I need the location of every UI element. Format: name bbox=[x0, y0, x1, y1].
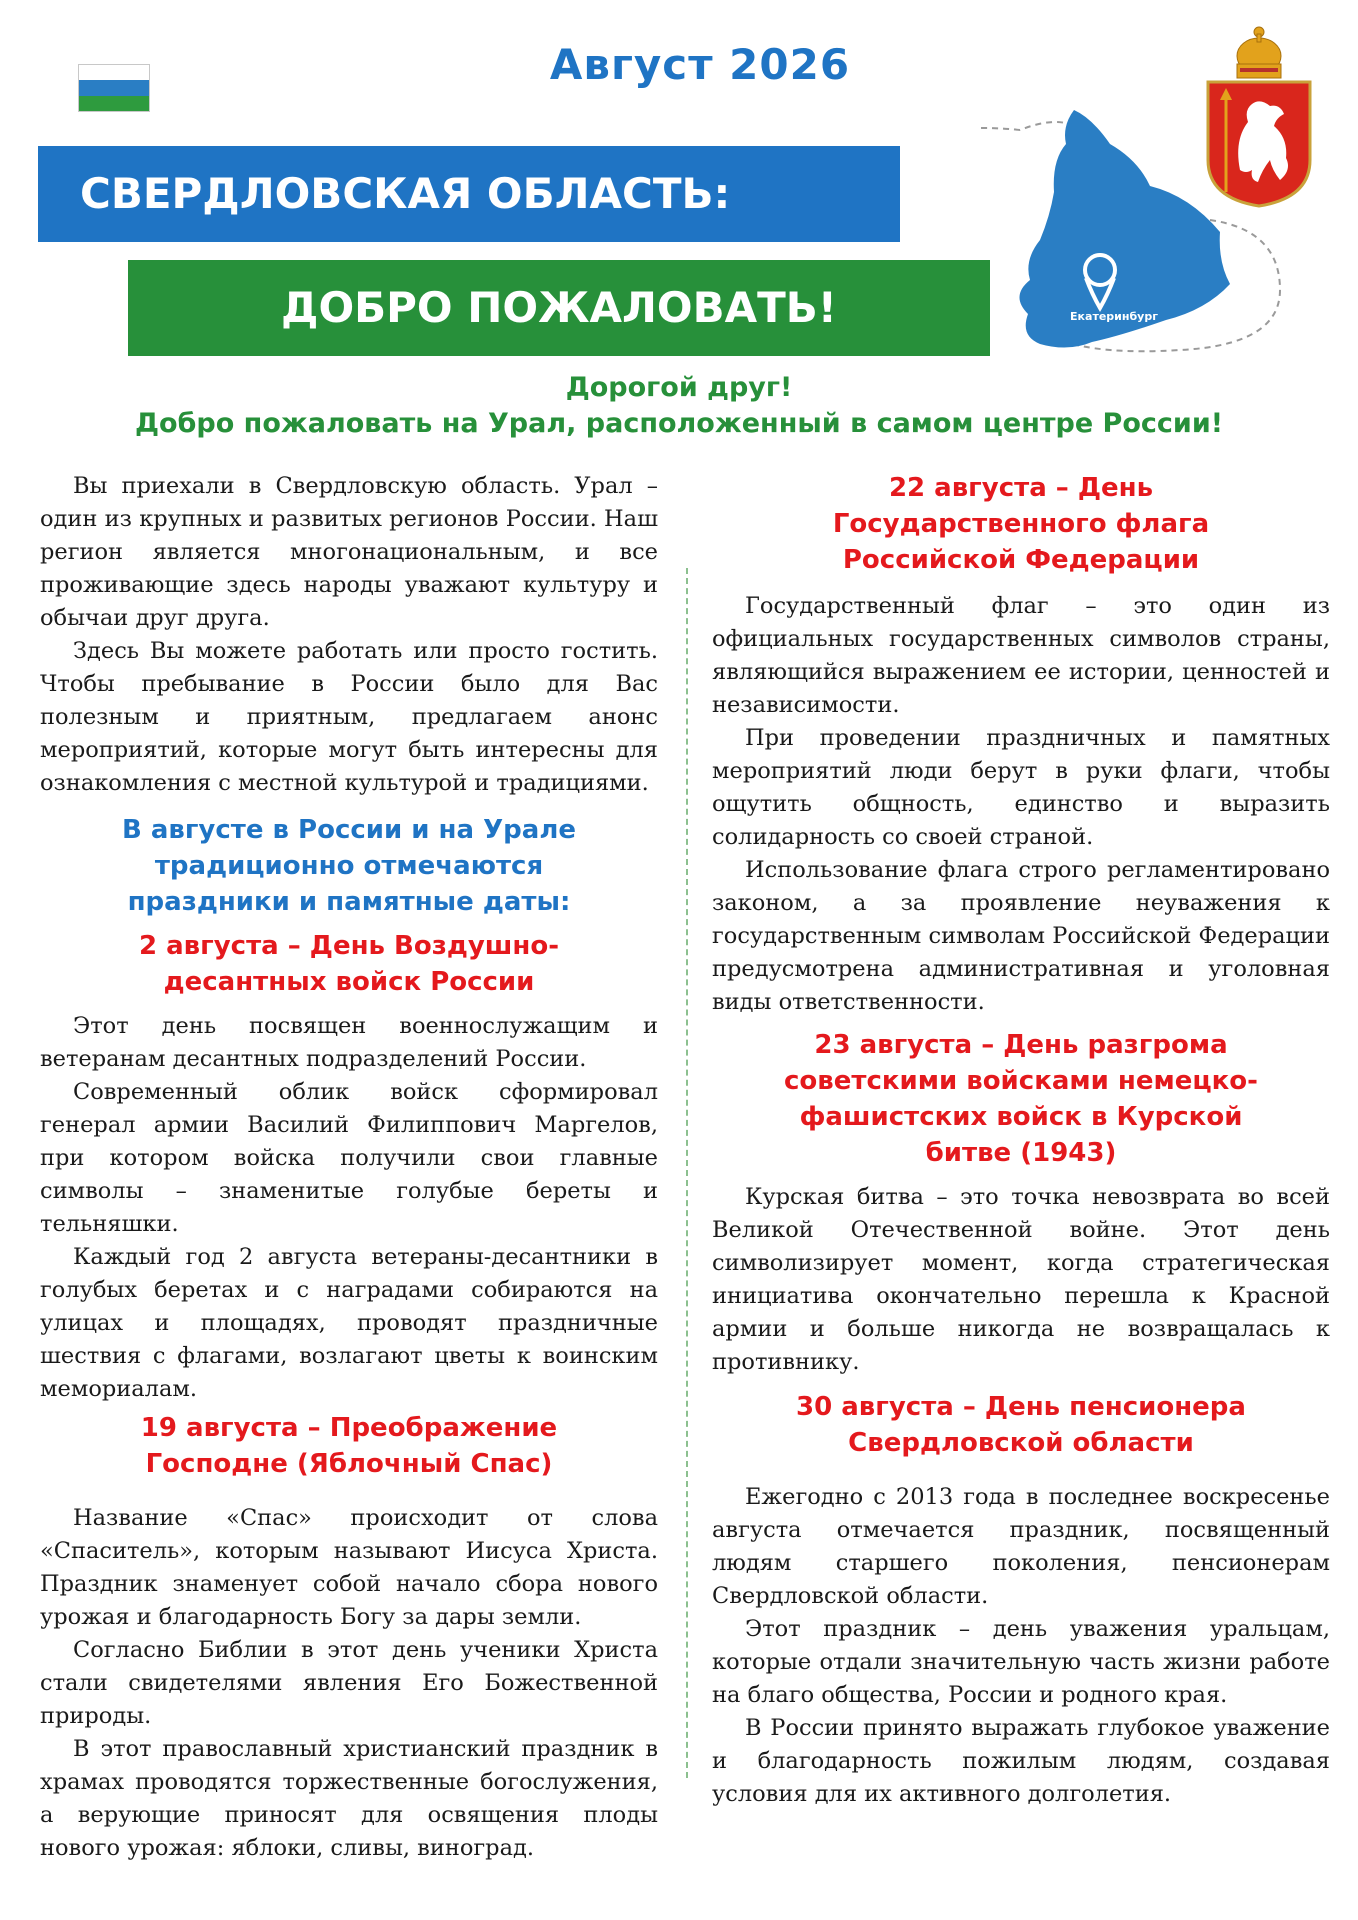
event-title-kursk-battle: 23 августа – День разгрома советскими войсками немецко-фашистских войск в Курской битве (1943) bbox=[784, 1030, 1258, 1168]
left-column bbox=[40, 470, 658, 1865]
pensioner-paragraph-3: В России принято выражать глубокое уважение и благодарность пожилым людям, создавая условия для их активного долголетия. bbox=[712, 1715, 1330, 1807]
right-column bbox=[712, 470, 1330, 1811]
region-banner: СВЕРДЛОВСКАЯ ОБЛАСТЬ: bbox=[38, 146, 900, 242]
welcome-banner: ДОБРО ПОЖАЛОВАТЬ! bbox=[128, 260, 990, 356]
event-title-transfiguration: 19 августа – Преображение Господне (Яблочный Спас) bbox=[140, 1413, 558, 1479]
event-title-airborne-day: 2 августа – День Воздушно-десантных войск России bbox=[138, 931, 559, 997]
map-city-label: Екатеринбург bbox=[1070, 310, 1158, 323]
flag-day-paragraph-3: Использование флага строго регламентировано законом, а за проявление неуважения к государственным символам Российской Федерации предусмотрена административная и уголовная виды ответственности. bbox=[712, 857, 1330, 1015]
airborne-paragraph-1: Этот день посвящен военнослужащим и ветеранам десантных подразделений России. bbox=[40, 1013, 658, 1072]
month-title: Август 2026 bbox=[549, 40, 851, 89]
holidays-heading: В августе в России и на Урале традиционно отмечаются праздники и памятные даты: bbox=[121, 815, 576, 917]
pensioner-paragraph-2: Этот праздник – день уважения уральцам, которые отдали значительную часть жизни работе на благо общества, России и родного края. bbox=[712, 1616, 1330, 1708]
intro-paragraph-2: Здесь Вы можете работать или просто гостить. Чтобы пребывание в России было для Вас полезным и приятным, предлагаем анонс мероприятий, которые могут быть интересны для ознакомления с местной культурой и традициями. bbox=[40, 638, 658, 796]
airborne-paragraph-2: Современный облик войск сформировал генерал армии Василий Филиппович Маргелов, при котором войска получили свои главные символы – знаменитые голубые береты и тельняшки. bbox=[40, 1079, 658, 1237]
transfiguration-paragraph-3: В этот православный христианский праздник в храмах проводятся торжественные богослужения, а верующие приносят для освящения плоды нового урожая: яблоки, сливы, виноград. bbox=[40, 1736, 658, 1861]
intro-paragraph-1: Вы приехали в Свердловскую область. Урал – один из крупных и развитых регионов России. Наш регион является многонациональным, и все проживающие здесь народы уважают культуру и обычаи друг друга. bbox=[40, 473, 658, 631]
event-title-flag-day: 22 августа – День Государственного флага Российской Федерации bbox=[832, 473, 1210, 575]
greeting-line-2: Добро пожаловать на Урал, расположенный в самом центре России! bbox=[134, 408, 1224, 439]
flag-day-paragraph-2: При проведении праздничных и памятных мероприятий люди берут в руки флаги, чтобы ощутить общность, единство и выразить солидарность со своей страной. bbox=[712, 725, 1330, 850]
greeting bbox=[40, 370, 1318, 442]
greeting-line-1: Дорогой друг! bbox=[565, 372, 793, 403]
event-title-pensioner-day: 30 августа – День пенсионера Свердловской области bbox=[796, 1392, 1246, 1458]
kursk-paragraph-1: Курская битва – это точка невозврата во всей Великой Отечественной войне. Этот день символизирует момент, когда стратегическая инициатива окончательно перешла к Красной армии и больше никогда не возвращалась к противнику. bbox=[712, 1184, 1330, 1375]
column-divider bbox=[686, 568, 688, 1778]
airborne-paragraph-3: Каждый год 2 августа ветераны-десантники в голубых беретах и с наградами собираются на улицах и площадях, проводят праздничные шествия с флагами, возлагают цветы к воинским мемориалам. bbox=[40, 1244, 658, 1402]
sverdlovsk-flag-icon bbox=[78, 64, 150, 112]
pensioner-paragraph-1: Ежегодно с 2013 года в последнее воскресенье августа отмечается праздник, посвященный людям старшего поколения, пенсионерам Свердловской области. bbox=[712, 1484, 1330, 1609]
transfiguration-paragraph-1: Название «Спас» происходит от слова «Спаситель», которым называют Иисуса Христа. Праздник знаменует собой начало сбора нового урожая и благодарность Богу за дары земли. bbox=[40, 1505, 658, 1630]
transfiguration-paragraph-2: Согласно Библии в этот день ученики Христа стали свидетелями явления Его Божественной природы. bbox=[40, 1637, 658, 1729]
flag-day-paragraph-1: Государственный флаг – это один из официальных государственных символов страны, являющийся выражением ее истории, ценностей и независимости. bbox=[712, 593, 1330, 718]
